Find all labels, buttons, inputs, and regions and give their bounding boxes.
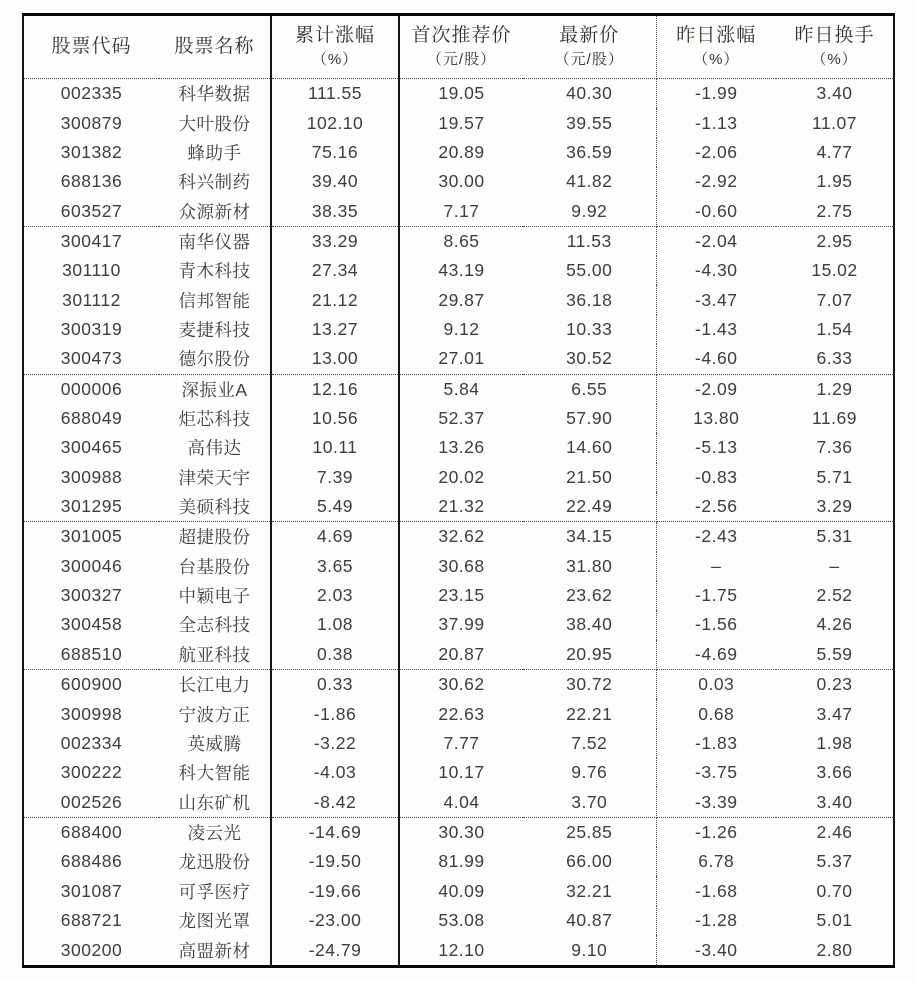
cell-stock-name: 炬芯科技 [159,404,271,433]
table-body [23,79,894,967]
cell-stock-code: 603527 [23,196,159,226]
cell-latest-price: 9.92 [523,196,656,226]
cell-first-recommended-price: 23.15 [438,585,485,606]
table-row [23,108,894,137]
cell-stock-name: 美硕科技 [159,492,271,522]
table-row [23,256,894,285]
cell-yesterday-turnover: 5.59 [776,640,894,670]
cell-yesterday-change: -1.13 [695,112,738,133]
cell-stock-name: 高盟新材 [159,935,271,966]
cell-cumulative-gain: 10.56 [271,404,399,433]
cell-latest-price: 11.53 [523,226,656,256]
column-header-cumulative-gain [271,15,399,79]
table-row [23,344,894,374]
table-row [23,315,894,344]
cell-stock-code: 688136 [60,171,123,192]
column-title: 累计涨幅 [294,25,375,46]
cell-first-recommended-price: 27.01 [399,344,523,374]
cell-first-recommended-price: 22.63 [438,703,485,724]
cell-stock-code: 688510 [23,640,159,670]
cell-latest-price: 36.18 [523,285,656,314]
cell-yesterday-turnover: 5.31 [816,526,853,547]
cell-yesterday-change: -1.68 [695,880,738,901]
cell-first-recommended-price: 30.68 [438,555,485,576]
column-title: 昨日换手 [794,25,875,46]
cell-stock-code: 301110 [62,260,121,281]
cell-yesterday-turnover: – [829,555,840,576]
cell-latest-price: 55.00 [523,256,656,285]
cell-stock-name: 山东矿机 [159,787,271,817]
table-row [23,374,894,404]
cell-yesterday-turnover: 1.98 [816,732,853,753]
table-row [23,817,894,847]
cell-yesterday-turnover: 2.46 [816,821,853,842]
cell-yesterday-turnover: 7.07 [816,289,853,310]
cell-stock-code: 002334 [60,732,123,753]
cell-stock-name: 青木科技 [159,256,271,285]
cell-latest-price: 39.55 [523,108,656,137]
column-unit: （元/股） [426,51,497,68]
cell-cumulative-gain: 13.27 [271,315,399,344]
cell-yesterday-change: -3.47 [695,289,738,310]
cell-stock-code: 688486 [60,851,123,872]
cell-yesterday-turnover: 3.40 [776,787,894,817]
cell-stock-name: 中颖电子 [159,581,271,610]
column-header-latest-price [523,15,656,79]
column-title: 昨日涨幅 [676,25,757,46]
cell-cumulative-gain: -3.22 [271,729,399,758]
stock-table [22,13,895,968]
cell-yesterday-change: 6.78 [698,851,735,872]
cell-cumulative-gain: -23.00 [271,906,399,935]
cell-first-recommended-price: 5.84 [443,378,480,399]
cell-first-recommended-price: 13.26 [438,437,485,458]
cell-latest-price: 66.00 [523,847,656,876]
cell-yesterday-change: 0.03 [698,674,735,695]
cell-cumulative-gain: -24.79 [271,935,399,966]
table-row [23,492,894,522]
cell-latest-price: 34.15 [523,522,656,552]
cell-yesterday-turnover: 1.95 [816,171,853,192]
cell-yesterday-change: -1.99 [695,83,738,104]
column-title: 股票名称 [174,36,255,57]
cell-yesterday-turnover: 3.29 [776,492,894,522]
table-row [23,404,894,433]
cell-stock-name: 德尔股份 [159,344,271,374]
cell-cumulative-gain: 5.49 [271,492,399,522]
cell-stock-name: 龙图光罩 [159,906,271,935]
cell-first-recommended-price: 12.10 [438,939,485,960]
cell-latest-price: 9.76 [523,758,656,787]
cell-first-recommended-price: 7.77 [443,732,480,753]
cell-first-recommended-price: 20.89 [438,141,485,162]
cell-stock-name: 大叶股份 [159,108,271,137]
cell-latest-price: 3.70 [523,787,656,817]
cell-first-recommended-price: 10.17 [438,762,485,783]
cell-cumulative-gain: 1.08 [271,610,399,639]
table-row [23,167,894,196]
cell-stock-name: 龙迅股份 [159,847,271,876]
table-row [23,522,894,552]
cell-latest-price: 30.52 [523,344,656,374]
cell-cumulative-gain: 4.69 [271,522,399,552]
cell-stock-code: 300998 [60,703,123,724]
table-row [23,699,894,728]
cell-yesterday-turnover: 5.71 [816,466,853,487]
cell-cumulative-gain: -8.42 [271,787,399,817]
cell-stock-code: 300473 [23,344,159,374]
cell-cumulative-gain: 21.12 [271,285,399,314]
cell-yesterday-change: -4.69 [656,640,776,670]
cell-yesterday-turnover: 5.37 [816,851,853,872]
cell-cumulative-gain: 33.29 [271,226,399,256]
cell-cumulative-gain: 39.40 [271,167,399,196]
cell-yesterday-change: -2.06 [695,141,738,162]
cell-cumulative-gain: 13.00 [271,344,399,374]
cell-first-recommended-price: 43.19 [438,260,485,281]
cell-yesterday-turnover: 4.77 [816,141,853,162]
cell-stock-code: 300417 [60,230,123,251]
cell-yesterday-turnover: 4.26 [816,614,853,635]
table-header [23,15,894,79]
table-row [23,285,894,314]
column-header-yesterday-change [656,15,776,79]
cell-cumulative-gain: -14.69 [271,817,399,847]
column-unit: （%） [311,51,359,68]
cell-stock-code: 300200 [60,939,123,960]
cell-stock-name: 科兴制药 [159,167,271,196]
table-row [23,433,894,462]
cell-first-recommended-price: 21.32 [399,492,523,522]
cell-yesterday-change: -4.60 [656,344,776,374]
cell-stock-code: 300879 [60,112,123,133]
cell-yesterday-change: -2.43 [695,526,738,547]
column-unit: （%） [693,51,740,68]
column-unit: （%） [811,51,858,68]
cell-stock-code: 688721 [60,909,123,930]
table-row [23,876,894,905]
cell-stock-code: 300465 [60,437,123,458]
cell-yesterday-change: -1.43 [695,318,738,339]
cell-stock-code: 301005 [60,526,123,547]
cell-first-recommended-price: 29.87 [438,289,485,310]
table-row [23,935,894,966]
cell-stock-code: 301112 [62,289,121,310]
cell-yesterday-change: -2.92 [695,171,738,192]
table-row [23,610,894,639]
cell-stock-name: 麦捷科技 [159,315,271,344]
cell-stock-code: 301295 [23,492,159,522]
cell-yesterday-change: -1.28 [695,909,738,930]
cell-first-recommended-price: 8.65 [443,230,480,251]
cell-yesterday-change: -2.09 [695,378,738,399]
cell-stock-name: 凌云光 [159,817,271,847]
cell-latest-price: 20.95 [523,640,656,670]
cell-latest-price: 21.50 [523,463,656,492]
cell-yesterday-change: -1.26 [695,821,738,842]
cell-stock-name: 科大智能 [159,758,271,787]
table-row [23,79,894,109]
cell-yesterday-change: -4.30 [695,260,738,281]
cell-cumulative-gain: 10.11 [271,433,399,462]
table-row [23,552,894,581]
cell-latest-price: 22.49 [523,492,656,522]
cell-first-recommended-price: 30.30 [438,821,485,842]
cell-first-recommended-price: 30.62 [438,674,485,695]
cell-first-recommended-price: 40.09 [438,880,485,901]
cell-cumulative-gain: 75.16 [271,138,399,167]
cell-stock-name: 全志科技 [159,610,271,639]
cell-first-recommended-price: 37.99 [438,614,485,635]
table-row [23,226,894,256]
column-header-stock-name [159,15,271,79]
column-title: 股票代码 [51,36,132,57]
cell-cumulative-gain: 3.65 [271,552,399,581]
cell-cumulative-gain: 111.55 [271,79,399,109]
cell-stock-name: 超捷股份 [159,522,271,552]
cell-latest-price: 36.59 [523,138,656,167]
cell-yesterday-turnover: 2.52 [816,585,853,606]
cell-latest-price: 7.52 [523,729,656,758]
cell-cumulative-gain: -19.50 [271,847,399,876]
cell-first-recommended-price: 81.99 [438,851,485,872]
cell-latest-price: 40.87 [523,906,656,935]
column-title: 最新价 [559,25,620,46]
cell-latest-price: 41.82 [523,167,656,196]
cell-cumulative-gain: 102.10 [271,108,399,137]
cell-stock-name: 深振业A [159,374,271,404]
cell-stock-code: 300458 [60,614,123,635]
cell-latest-price: 40.30 [523,79,656,109]
cell-latest-price: 25.85 [523,817,656,847]
cell-first-recommended-price: 19.57 [438,112,485,133]
cell-latest-price: 31.80 [523,552,656,581]
cell-latest-price: 10.33 [523,315,656,344]
cell-yesterday-turnover: 15.02 [811,260,858,281]
cell-yesterday-turnover: 3.66 [816,762,853,783]
column-header-yesterday-turnover [776,15,894,79]
cell-stock-code: 300319 [60,318,123,339]
table-row [23,787,894,817]
cell-stock-name: 众源新材 [159,196,271,226]
cell-yesterday-turnover: 11.07 [812,112,857,133]
cell-first-recommended-price: 20.02 [438,466,485,487]
cell-stock-code: 000006 [60,378,123,399]
cell-cumulative-gain: 7.39 [271,463,399,492]
cell-first-recommended-price: 52.37 [438,408,485,429]
cell-stock-name: 可孚医疗 [159,876,271,905]
cell-yesterday-change: -5.13 [695,437,738,458]
cell-stock-name: 英威腾 [159,729,271,758]
cell-cumulative-gain: 27.34 [271,256,399,285]
cell-yesterday-turnover: 3.47 [816,703,853,724]
cell-latest-price: 23.62 [523,581,656,610]
cell-cumulative-gain: -19.66 [271,876,399,905]
cell-stock-name: 宁波方正 [159,699,271,728]
column-title: 首次推荐价 [411,25,512,46]
cell-yesterday-turnover: 0.23 [816,674,853,695]
table-row [23,196,894,226]
cell-yesterday-turnover: 7.36 [816,437,853,458]
cell-latest-price: 22.21 [523,699,656,728]
cell-stock-code: 300046 [60,555,123,576]
cell-latest-price: 57.90 [523,404,656,433]
table-row [23,729,894,758]
cell-cumulative-gain: 12.16 [271,374,399,404]
table-row [23,640,894,670]
column-header-first-recommended-price [399,15,523,79]
cell-stock-code: 688049 [60,408,123,429]
cell-yesterday-change: -1.75 [695,585,738,606]
cell-cumulative-gain: -1.86 [271,699,399,728]
column-unit: （元/股） [554,51,624,68]
cell-yesterday-turnover: 1.29 [816,378,853,399]
cell-latest-price: 9.10 [523,935,656,966]
cell-yesterday-change: -1.56 [695,614,738,635]
table-row [23,581,894,610]
cell-stock-code: 002335 [60,83,123,104]
table-row [23,670,894,700]
cell-stock-name: 信邦智能 [159,285,271,314]
cell-latest-price: 6.55 [523,374,656,404]
cell-first-recommended-price: 19.05 [438,83,485,104]
cell-yesterday-turnover: 2.80 [816,939,853,960]
cell-stock-code: 300222 [60,762,123,783]
cell-first-recommended-price: 9.12 [443,318,480,339]
cell-first-recommended-price: 32.62 [438,526,485,547]
cell-cumulative-gain: 0.33 [271,670,399,700]
cell-yesterday-change: -3.39 [656,787,776,817]
cell-cumulative-gain: 2.03 [271,581,399,610]
header-row [23,15,894,79]
cell-latest-price: 38.40 [523,610,656,639]
cell-yesterday-turnover: 0.70 [816,880,853,901]
cell-yesterday-change: 0.68 [698,703,735,724]
cell-yesterday-turnover: 6.33 [776,344,894,374]
cell-yesterday-change: -0.83 [695,466,738,487]
cell-yesterday-change: -2.04 [695,230,738,251]
cell-stock-code: 300327 [60,585,123,606]
cell-yesterday-change: -3.75 [695,762,738,783]
table-row [23,758,894,787]
cell-stock-code: 600900 [60,674,123,695]
cell-yesterday-turnover: 3.40 [816,83,853,104]
cell-yesterday-change: -0.60 [656,196,776,226]
cell-yesterday-turnover: 2.75 [776,196,894,226]
cell-stock-name: 航亚科技 [159,640,271,670]
cell-stock-code: 688400 [60,821,123,842]
cell-stock-code: 301382 [60,141,123,162]
cell-yesterday-change: -3.40 [695,939,738,960]
cell-stock-code: 301087 [60,880,123,901]
cell-cumulative-gain: 38.35 [271,196,399,226]
cell-yesterday-turnover: 11.69 [812,408,857,429]
cell-stock-name: 蜂助手 [159,138,271,167]
cell-stock-code: 002526 [23,787,159,817]
cell-first-recommended-price: 30.00 [438,171,485,192]
cell-cumulative-gain: 0.38 [271,640,399,670]
cell-yesterday-change: -1.83 [695,732,738,753]
cell-yesterday-change: -2.56 [656,492,776,522]
cell-latest-price: 32.21 [523,876,656,905]
cell-stock-code: 300988 [60,466,123,487]
cell-yesterday-turnover: 1.54 [816,318,853,339]
table-row [23,847,894,876]
table-row [23,138,894,167]
column-header-stock-code [23,15,159,79]
cell-first-recommended-price: 20.87 [399,640,523,670]
cell-yesterday-change: 13.80 [693,408,740,429]
cell-stock-name: 长江电力 [159,670,271,700]
cell-first-recommended-price: 53.08 [438,909,485,930]
cell-first-recommended-price: 4.04 [399,787,523,817]
cell-latest-price: 14.60 [523,433,656,462]
cell-yesterday-turnover: 2.95 [816,230,853,251]
cell-stock-name: 科华数据 [159,79,271,109]
table-row [23,463,894,492]
cell-yesterday-turnover: 5.01 [816,909,853,930]
cell-stock-name: 津荣天宇 [159,463,271,492]
cell-first-recommended-price: 7.17 [399,196,523,226]
cell-stock-name: 南华仪器 [159,226,271,256]
cell-stock-name: 台基股份 [159,552,271,581]
cell-latest-price: 30.72 [523,670,656,700]
table-row [23,906,894,935]
cell-cumulative-gain: -4.03 [271,758,399,787]
cell-yesterday-change: – [711,555,722,576]
cell-stock-name: 高伟达 [159,433,271,462]
